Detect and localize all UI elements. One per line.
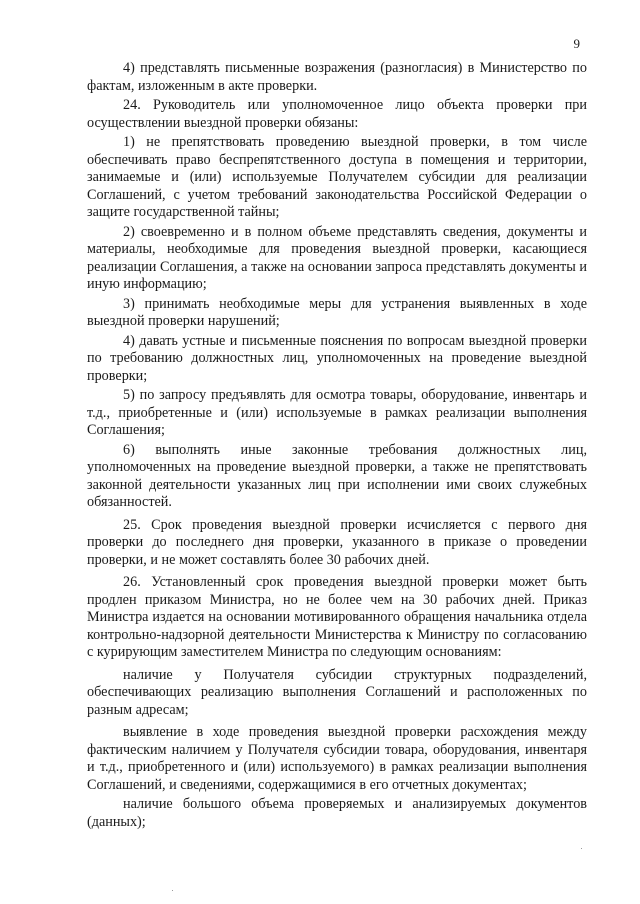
paragraph-26-ground-1: наличие у Получателя субсидии структурных подразделений, обеспечивающих реализацию выполнения Соглашений и расположенных по разным адресам; <box>87 666 587 718</box>
paragraph-26-ground-2: выявление в ходе проведения выездной проверки расхождения между фактическим наличием у Получателя субсидии товара, оборудования, инвентаря и т.д., приобретенного и (или) используемого) в рамках реализации выполнения Соглашений, и сведениями, содержащимися в его отчетных документах; <box>87 724 587 793</box>
paragraph-26-ground-3: наличие большого объема проверяемых и анализируемых документов (данных); <box>87 796 587 830</box>
paragraph-26: 26. Установленный срок проведения выездной проверки может быть продлен приказом Министра, но не более чем на 30 рабочих дней. Приказ Министра издается на основании мотивированного обращения начальника отдела контрольно-надзорной деятельности Министерства к Министру по согласованию с курирующим заместителем Министра по следующим основаниям: <box>87 574 587 660</box>
document-body <box>87 60 587 833</box>
paragraph-24-item-4: 4) давать устные и письменные пояснения по вопросам выездной проверки по требованию должностных лиц, уполномоченных на проведение выездной проверки; <box>87 332 587 384</box>
paragraph-25: 25. Срок проведения выездной проверки исчисляется с первого дня проверки до последнего дня проверки, указанного в приказе о проведении проверки, и не может составлять более 30 рабочих дней. <box>87 516 587 568</box>
scan-speck <box>172 890 173 891</box>
paragraph-objection-right: 4) представлять письменные возражения (разногласия) в Министерство по фактам, изложенным в акте проверки. <box>87 60 587 94</box>
paragraph-24-item-1: 1) не препятствовать проведению выездной проверки, в том числе обеспечивать право беспрепятственного доступа в помещения и территории, занимаемые и (или) используемые Получателем субсидии для реализации Соглашений, с учетом требований законодательства Российской Федерации о защите государственной тайны; <box>87 134 587 220</box>
paragraph-24-heading: 24. Руководитель или уполномоченное лицо объекта проверки при осуществлении выездной проверки обязаны: <box>87 97 587 131</box>
page-number: 9 <box>573 36 580 51</box>
paragraph-24-item-3: 3) принимать необходимые меры для устранения выявленных в ходе выездной проверки нарушений; <box>87 295 587 329</box>
paragraph-24-item-5: 5) по запросу предъявлять для осмотра товары, оборудование, инвентарь и т.д., приобретенные и (или) используемые в рамках реализации выполнения Соглашения; <box>87 387 587 438</box>
paragraph-24-item-2: 2) своевременно и в полном объеме представлять сведения, документы и материалы, необходимые для проведения выездной проверки, касающиеся реализации Соглашения, а также на основании запроса представлять документы и иную информацию; <box>87 223 587 292</box>
paragraph-24-item-6: 6) выполнять иные законные требования должностных лиц, уполномоченных на проведение выездной проверки, а также не препятствовать законной деятельности указанных лиц при исполнении ими своих служебных обязанностей. <box>87 441 587 510</box>
scan-speck <box>581 848 582 849</box>
